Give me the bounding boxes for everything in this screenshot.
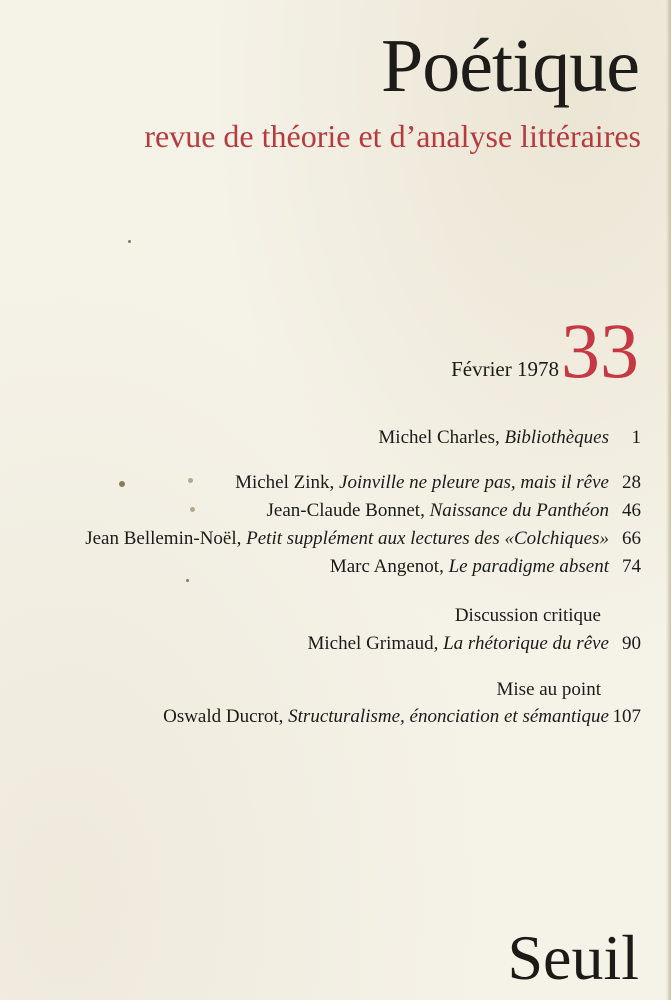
toc-page-number: 46 — [622, 500, 641, 521]
toc-entry — [0, 707, 641, 726]
journal-subtitle: revue de théorie et d’analyse littéraires — [144, 118, 641, 154]
issue-date: Février 1978 — [451, 357, 559, 381]
toc-author: Michel Grimaud — [307, 633, 434, 654]
toc-entry — [0, 529, 641, 548]
toc-author: Michel Charles — [378, 427, 496, 448]
toc-entry-text: Michel Charles, Bibliothèques — [378, 427, 609, 448]
paper-speck — [128, 240, 131, 243]
toc-page-number: 74 — [622, 556, 641, 577]
paper-speck — [190, 507, 195, 512]
paper-speck — [119, 481, 125, 487]
toc-entry — [0, 634, 641, 653]
section-label-discussion: Discussion critique — [454, 605, 601, 626]
toc-work: La rhétorique du rêve — [443, 633, 609, 654]
toc-author: Jean Bellemin-Noël — [85, 528, 237, 549]
issue-number: 33 — [561, 307, 639, 394]
toc-work: Joinville ne pleure pas, mais il rêve — [339, 472, 609, 493]
toc-entry-text: Jean-Claude Bonnet, Naissance du Panthéon — [266, 500, 609, 521]
toc-page-number: 1 — [631, 427, 641, 448]
toc-author: Marc Angenot — [329, 556, 440, 577]
paper-speck — [186, 579, 189, 582]
toc-page-number: 66 — [622, 528, 641, 549]
cover-edge-shadow — [666, 0, 671, 1000]
toc-entry-text: Marc Angenot, Le paradigme absent — [329, 556, 609, 577]
toc-entry-text: Michel Zink, Joinville ne pleure pas, mais il rêve — [235, 472, 609, 493]
toc-author: Jean-Claude Bonnet — [266, 500, 421, 521]
toc-work: Bibliothèques — [504, 427, 609, 448]
toc-entry — [0, 557, 641, 576]
toc-work: Naissance du Panthéon — [429, 500, 609, 521]
toc-author: Oswald Ducrot — [163, 706, 279, 727]
toc-entry-text: Jean Bellemin-Noël, Petit supplément aux lectures des «Colchiques» — [85, 528, 609, 549]
toc-page-number: 107 — [612, 706, 641, 727]
paper-speck — [188, 478, 193, 483]
toc-entry-text: Oswald Ducrot, Structuralisme, énonciation et sémantique — [163, 706, 609, 727]
toc-entry — [0, 473, 641, 492]
toc-work: Structuralisme, énonciation et sémantique — [288, 706, 609, 727]
toc-page-number: 90 — [622, 633, 641, 654]
section-label-mise-au-point: Mise au point — [496, 679, 601, 700]
toc-entry-text: Michel Grimaud, La rhétorique du rêve — [307, 633, 609, 654]
toc-author: Michel Zink — [235, 472, 330, 493]
publisher-name: Seuil — [507, 922, 639, 993]
toc-work: Petit supplément aux lectures des «Colchiques» — [246, 528, 609, 549]
toc-entry — [0, 428, 641, 447]
journal-title: Poétique — [381, 24, 639, 108]
toc-work: Le paradigme absent — [448, 556, 609, 577]
toc-entry — [0, 501, 641, 520]
toc-page-number: 28 — [622, 472, 641, 493]
